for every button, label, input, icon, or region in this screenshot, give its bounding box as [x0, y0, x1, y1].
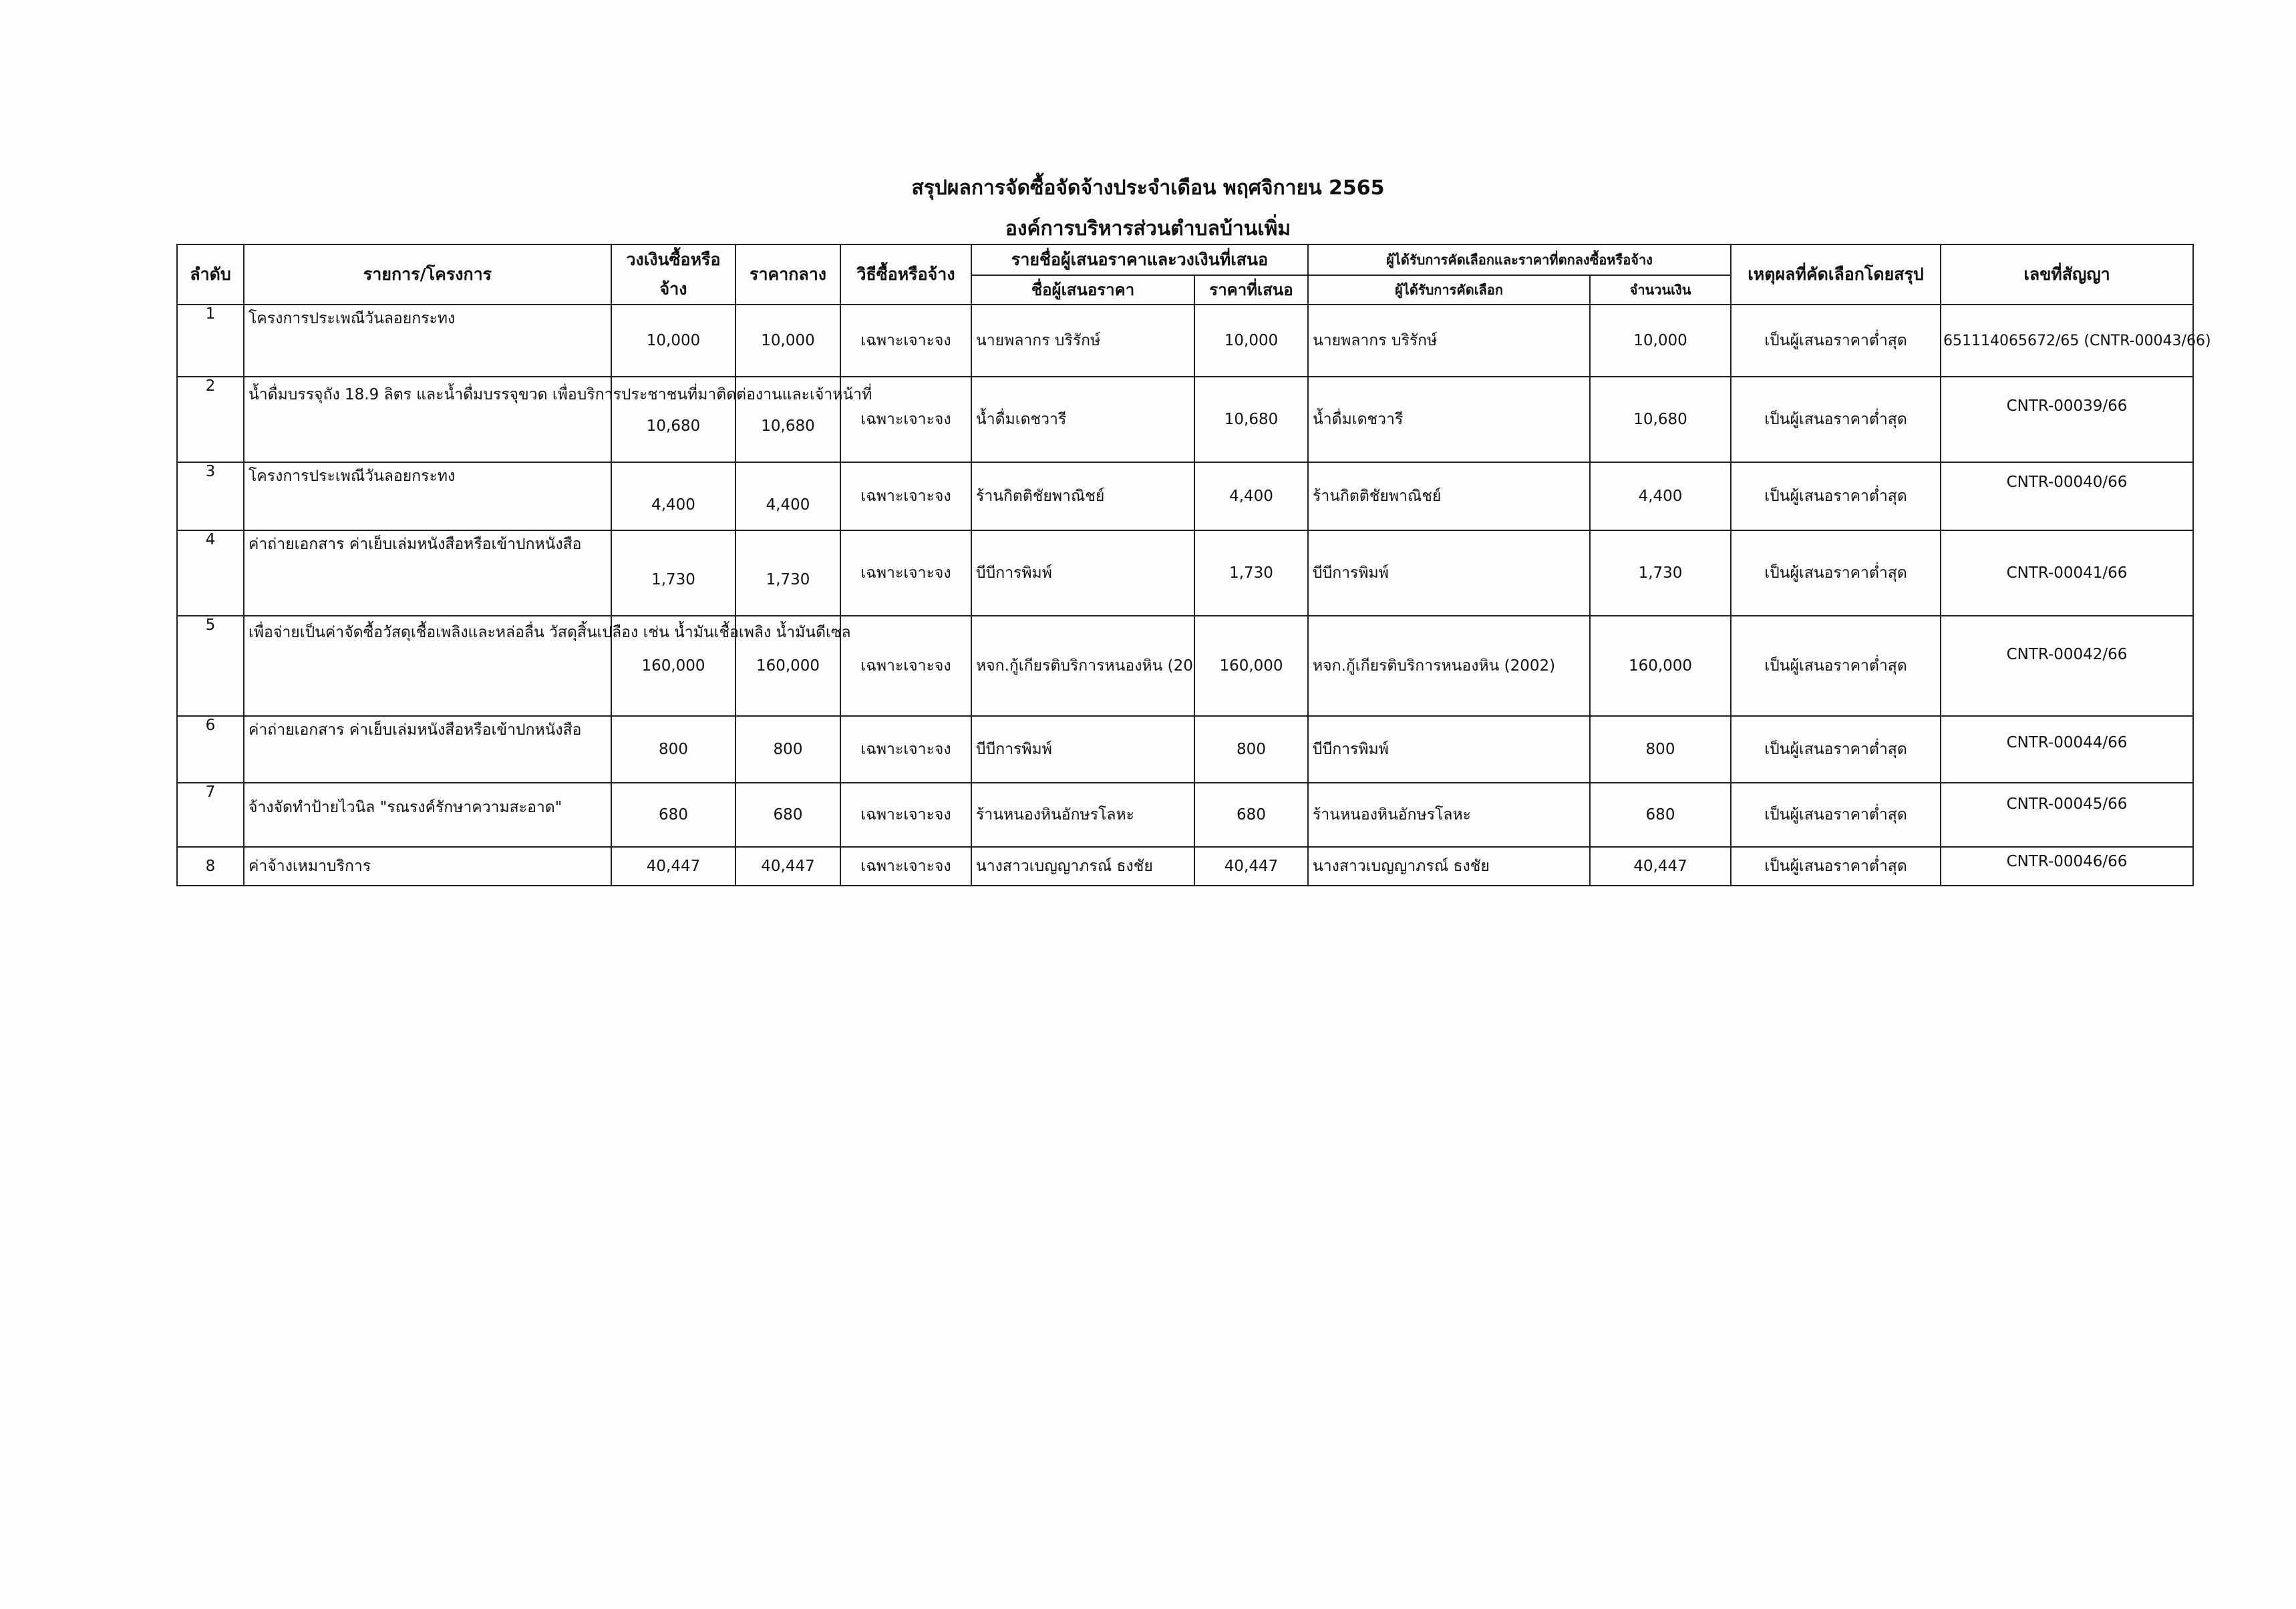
- cell-bid: 160,000: [1194, 616, 1308, 716]
- procurement-table: [176, 244, 2211, 886]
- cell-seq: 7: [177, 783, 244, 847]
- cell-median: 680: [735, 783, 840, 847]
- table-row: [177, 783, 2193, 847]
- cell-reason: เป็นผู้เสนอราคาต่ำสุด: [1731, 716, 1941, 783]
- cell-reason: เป็นผู้เสนอราคาต่ำสุด: [1731, 377, 1941, 462]
- header-amount: จำนวนเงิน: [1590, 275, 1731, 305]
- table-row: [177, 377, 2193, 462]
- cell-median: 800: [735, 716, 840, 783]
- cell-seq: 5: [177, 616, 244, 716]
- cell-reason: เป็นผู้เสนอราคาต่ำสุด: [1731, 616, 1941, 716]
- cell-bid: 4,400: [1194, 462, 1308, 530]
- cell-seq: 8: [177, 847, 244, 886]
- header-bid-price: ราคาที่เสนอ: [1194, 275, 1308, 305]
- header-median-price: ราคากลาง: [735, 244, 840, 305]
- cell-method: เฉพาะเจาะจง: [840, 305, 971, 377]
- cell-bidder: บีบีการพิมพ์: [971, 716, 1194, 783]
- document-title: สรุปผลการจัดซื้อจัดจ้างประจำเดือน พฤศจิกายน 2565: [911, 176, 1385, 200]
- table-row: [177, 530, 2193, 616]
- header-method: วิธีซื้อหรือจ้าง: [840, 244, 971, 305]
- cell-contract: CNTR-00042/66: [1941, 616, 2193, 716]
- cell-budget: 10,000: [611, 305, 735, 377]
- cell-seq: 1: [177, 305, 244, 377]
- cell-method: เฉพาะเจาะจง: [840, 377, 971, 462]
- cell-bidder: น้ำดื่มเดชวารี: [971, 377, 1194, 462]
- cell-method: เฉพาะเจาะจง: [840, 716, 971, 783]
- cell-item: ค่าถ่ายเอกสาร ค่าเย็บเล่มหนังสือหรือเข้าปกหนังสือ: [244, 530, 611, 616]
- document-subtitle: องค์การบริหารส่วนตำบลบ้านเพิ่ม: [1005, 217, 1291, 240]
- cell-method: เฉพาะเจาะจง: [840, 847, 971, 886]
- header-seq: ลำดับ: [177, 244, 244, 305]
- cell-winner: ร้านกิตติชัยพาณิชย์: [1308, 462, 1590, 530]
- cell-winner: นางสาวเบญญาภรณ์ ธงชัย: [1308, 847, 1590, 886]
- header-budget-label: วงเงินซื้อหรือจ้าง: [626, 250, 721, 299]
- cell-amount: 10,000: [1590, 305, 1731, 377]
- cell-median: 10,680: [735, 377, 840, 462]
- cell-winner: บีบีการพิมพ์: [1308, 716, 1590, 783]
- cell-amount: 160,000: [1590, 616, 1731, 716]
- cell-budget: 10,680: [611, 377, 735, 462]
- cell-median: 10,000: [735, 305, 840, 377]
- cell-seq: 2: [177, 377, 244, 462]
- cell-amount: 1,730: [1590, 530, 1731, 616]
- header-winner-group: ผู้ได้รับการคัดเลือกและราคาที่ตกลงซื้อหรือจ้าง: [1308, 244, 1731, 275]
- cell-contract: 651114065672/65 (CNTR-00043/66): [1941, 305, 2193, 377]
- cell-bidder: นางสาวเบญญาภรณ์ ธงชัย: [971, 847, 1194, 886]
- cell-median: 4,400: [735, 462, 840, 530]
- cell-reason: เป็นผู้เสนอราคาต่ำสุด: [1731, 847, 1941, 886]
- cell-budget: 4,400: [611, 462, 735, 530]
- cell-budget: 680: [611, 783, 735, 847]
- cell-contract: CNTR-00046/66: [1941, 847, 2193, 886]
- header-bidders-group: รายชื่อผู้เสนอราคาและวงเงินที่เสนอ: [971, 244, 1308, 275]
- cell-reason: เป็นผู้เสนอราคาต่ำสุด: [1731, 783, 1941, 847]
- table-row: [177, 462, 2193, 530]
- cell-amount: 680: [1590, 783, 1731, 847]
- cell-bid: 40,447: [1194, 847, 1308, 886]
- cell-bidder: นายพลากร บริรักษ์: [971, 305, 1194, 377]
- cell-bidder: ร้านกิตติชัยพาณิชย์: [971, 462, 1194, 530]
- cell-item: เพื่อจ่ายเป็นค่าจัดซื้อวัสดุเชื้อเพลิงและหล่อลื่น วัสดุสิ้นเปลือง เช่น น้ำมันเชื้อเพลิง น้ำมันดีเซล: [244, 616, 611, 716]
- cell-winner: น้ำดื่มเดชวารี: [1308, 377, 1590, 462]
- table-row: [177, 305, 2193, 377]
- table-row: [177, 616, 2193, 716]
- cell-seq: 3: [177, 462, 244, 530]
- cell-contract: CNTR-00040/66: [1941, 462, 2193, 530]
- cell-budget: 160,000: [611, 616, 735, 716]
- cell-budget: 1,730: [611, 530, 735, 616]
- header-reason: เหตุผลที่คัดเลือกโดยสรุป: [1731, 244, 1941, 305]
- cell-bid: 10,680: [1194, 377, 1308, 462]
- cell-amount: 40,447: [1590, 847, 1731, 886]
- cell-winner: หจก.กู้เกียรติบริการหนองหิน (2002): [1308, 616, 1590, 716]
- cell-contract: CNTR-00041/66: [1941, 530, 2193, 616]
- cell-item: ค่าจ้างเหมาบริการ: [244, 847, 611, 886]
- header-budget: [611, 244, 735, 305]
- cell-item: น้ำดื่มบรรจุถัง 18.9 ลิตร และน้ำดื่มบรรจุขวด เพื่อบริการประชาชนที่มาติดต่องานและเจ้าหน้าที่: [244, 377, 611, 462]
- cell-seq: 4: [177, 530, 244, 616]
- cell-bid: 800: [1194, 716, 1308, 783]
- header-bidder-name: ชื่อผู้เสนอราคา: [971, 275, 1194, 305]
- cell-budget: 800: [611, 716, 735, 783]
- cell-contract: CNTR-00039/66: [1941, 377, 2193, 462]
- header-row: [177, 244, 2193, 275]
- cell-method: เฉพาะเจาะจง: [840, 616, 971, 716]
- cell-bid: 680: [1194, 783, 1308, 847]
- cell-reason: เป็นผู้เสนอราคาต่ำสุด: [1731, 305, 1941, 377]
- cell-median: 160,000: [735, 616, 840, 716]
- cell-item: โครงการประเพณีวันลอยกระทง: [244, 462, 611, 530]
- cell-item: จ้างจัดทำป้ายไวนิล "รณรงค์รักษาความสะอาด": [244, 783, 611, 847]
- table-row: [177, 847, 2193, 886]
- cell-amount: 4,400: [1590, 462, 1731, 530]
- cell-method: เฉพาะเจาะจง: [840, 783, 971, 847]
- cell-amount: 10,680: [1590, 377, 1731, 462]
- cell-seq: 6: [177, 716, 244, 783]
- cell-bid: 10,000: [1194, 305, 1308, 377]
- cell-item: ค่าถ่ายเอกสาร ค่าเย็บเล่มหนังสือหรือเข้าปกหนังสือ: [244, 716, 611, 783]
- cell-median: 1,730: [735, 530, 840, 616]
- header-contract-no: เลขที่สัญญา: [1941, 244, 2193, 305]
- cell-budget: 40,447: [611, 847, 735, 886]
- header-winner-name: ผู้ได้รับการคัดเลือก: [1308, 275, 1590, 305]
- cell-amount: 800: [1590, 716, 1731, 783]
- cell-method: เฉพาะเจาะจง: [840, 530, 971, 616]
- cell-bidder: หจก.กู้เกียรติบริการหนองหิน (20: [971, 616, 1194, 716]
- cell-bid: 1,730: [1194, 530, 1308, 616]
- cell-bidder: ร้านหนองหินอักษรโลหะ: [971, 783, 1194, 847]
- cell-winner: ร้านหนองหินอักษรโลหะ: [1308, 783, 1590, 847]
- cell-median: 40,447: [735, 847, 840, 886]
- cell-winner: บีบีการพิมพ์: [1308, 530, 1590, 616]
- cell-contract: CNTR-00045/66: [1941, 783, 2193, 847]
- table-row: [177, 716, 2193, 783]
- cell-reason: เป็นผู้เสนอราคาต่ำสุด: [1731, 462, 1941, 530]
- cell-winner: นายพลากร บริรักษ์: [1308, 305, 1590, 377]
- cell-item: โครงการประเพณีวันลอยกระทง: [244, 305, 611, 377]
- cell-reason: เป็นผู้เสนอราคาต่ำสุด: [1731, 530, 1941, 616]
- cell-bidder: บีบีการพิมพ์: [971, 530, 1194, 616]
- cell-contract: CNTR-00044/66: [1941, 716, 2193, 783]
- header-item: รายการ/โครงการ: [244, 244, 611, 305]
- cell-method: เฉพาะเจาะจง: [840, 462, 971, 530]
